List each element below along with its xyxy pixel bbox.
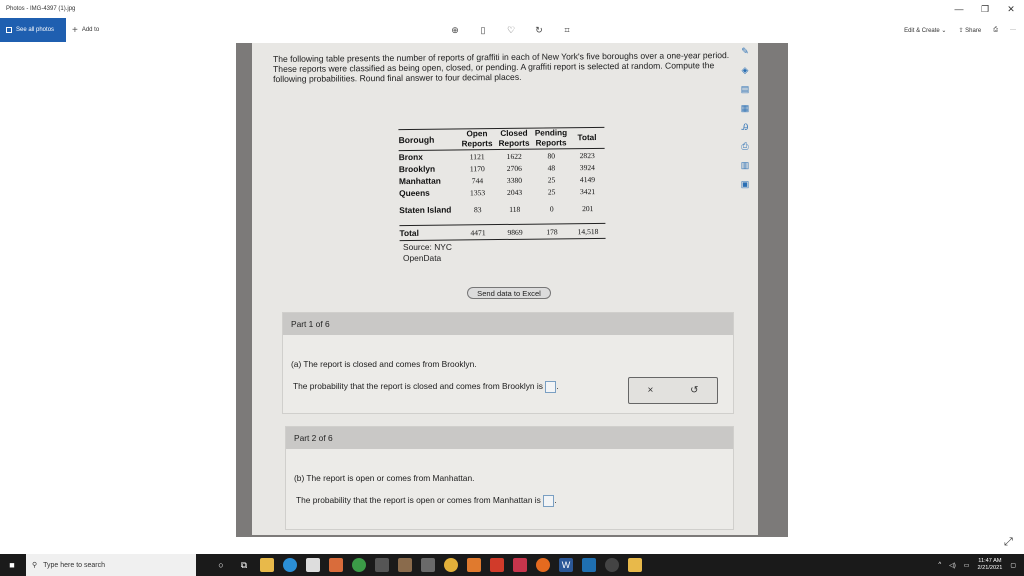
app-icon[interactable] bbox=[628, 558, 642, 572]
part-2-end: . bbox=[554, 495, 557, 506]
add-to-label: Add to bbox=[81, 27, 100, 33]
see-all-photos-label: See all photos bbox=[16, 27, 55, 33]
chrome-icon[interactable] bbox=[352, 558, 366, 572]
part-1-answer-input[interactable] bbox=[545, 381, 559, 393]
edit-create-button[interactable]: Edit & Create ⌄ bbox=[904, 27, 947, 34]
cell: 4471 bbox=[470, 227, 486, 237]
search-icon: ⚲ bbox=[32, 562, 38, 569]
share-label: Share bbox=[965, 27, 982, 34]
cell: 80 bbox=[547, 150, 556, 161]
cell: 178 bbox=[546, 226, 558, 237]
clock[interactable] bbox=[977, 558, 1002, 572]
cell: 1170 bbox=[469, 163, 485, 173]
cell: 744 bbox=[471, 175, 484, 185]
part-2-header: Part 2 of 6 bbox=[286, 427, 733, 449]
app-icon[interactable] bbox=[421, 558, 435, 572]
send-to-excel-button[interactable]: Send data to Excel bbox=[467, 287, 551, 299]
cell: 4149 bbox=[579, 174, 596, 184]
calculator-icon[interactable]: ▦ bbox=[740, 103, 750, 113]
app-icon[interactable] bbox=[375, 558, 389, 572]
taskbar bbox=[0, 554, 1024, 576]
cell: 1353 bbox=[469, 187, 486, 197]
cell: 2706 bbox=[506, 163, 522, 173]
header-borough: Borough bbox=[398, 134, 435, 146]
part-1-prompt: The probability that the report is closed and comes from Brooklyn is bbox=[293, 381, 543, 392]
cell: Total bbox=[399, 227, 419, 239]
see-all-photos-button[interactable] bbox=[0, 18, 66, 42]
graffiti-table bbox=[398, 127, 605, 241]
print-icon[interactable]: ⎙ bbox=[993, 26, 998, 33]
app-icon[interactable] bbox=[605, 558, 619, 572]
delete-icon[interactable]: ▯ bbox=[480, 24, 486, 35]
part-1-header: Part 1 of 6 bbox=[283, 313, 733, 335]
cell: 48 bbox=[547, 162, 556, 173]
add-to-button[interactable] bbox=[72, 18, 99, 42]
header-closed: Closed Reports bbox=[498, 128, 530, 149]
store-icon[interactable] bbox=[306, 558, 320, 572]
more-button[interactable]: ··· bbox=[1010, 27, 1016, 33]
cell: 3421 bbox=[579, 186, 596, 196]
windows-start-button[interactable]: ■ bbox=[9, 560, 15, 570]
image-tools bbox=[450, 18, 572, 42]
share-button[interactable]: ⇪ Share bbox=[958, 27, 982, 34]
table-icon[interactable]: ▣ bbox=[740, 179, 750, 189]
cell: 14,518 bbox=[577, 226, 599, 236]
cell: 2043 bbox=[506, 187, 523, 197]
edge-icon[interactable] bbox=[283, 558, 297, 572]
window-title: Photos - IMG-4397 (1).jpg bbox=[6, 6, 76, 12]
close-button[interactable]: ✕ bbox=[1007, 3, 1015, 14]
window-controls bbox=[946, 0, 1024, 18]
part-2-question: (b) The report is open or comes from Manhattan. bbox=[294, 473, 475, 483]
firefox-icon[interactable] bbox=[536, 558, 550, 572]
favorite-icon[interactable]: ♡ bbox=[506, 24, 516, 35]
cell: 0 bbox=[549, 203, 554, 213]
clock-date: 2/21/2021 bbox=[977, 565, 1003, 571]
office-icon[interactable] bbox=[490, 558, 504, 572]
cell: 25 bbox=[547, 186, 556, 197]
table-row bbox=[399, 197, 605, 221]
cortana-icon[interactable]: ○ bbox=[218, 560, 224, 570]
rotate-icon[interactable]: ↻ bbox=[535, 24, 543, 35]
header-total: Total bbox=[577, 133, 597, 143]
taskbar-search[interactable] bbox=[26, 554, 196, 576]
print-icon[interactable]: ⎙ bbox=[741, 141, 749, 151]
table-source: Source: NYC OpenData bbox=[403, 242, 452, 263]
cell: Brooklyn bbox=[398, 163, 436, 175]
clock-time: 11:47 AM bbox=[978, 558, 1002, 564]
undo-button[interactable]: ↺ bbox=[690, 385, 699, 396]
cell: 2823 bbox=[579, 150, 595, 160]
table-total-row bbox=[399, 223, 605, 241]
file-explorer-icon[interactable] bbox=[260, 558, 274, 572]
part-2-answer-input[interactable] bbox=[543, 495, 557, 507]
network-icon[interactable]: ▭ bbox=[963, 562, 970, 569]
cell: 25 bbox=[547, 174, 556, 185]
outlook-icon[interactable] bbox=[467, 558, 481, 572]
app-icon[interactable] bbox=[444, 558, 458, 572]
header-pending: Pending Reports bbox=[534, 128, 568, 148]
photos-icon[interactable] bbox=[582, 558, 596, 572]
answer-controls bbox=[628, 377, 718, 404]
minimize-button[interactable]: — bbox=[954, 4, 964, 14]
cell: 9869 bbox=[507, 227, 523, 237]
part-1-end: . bbox=[556, 381, 559, 392]
clear-button[interactable]: × bbox=[647, 385, 654, 396]
part-2-panel bbox=[285, 426, 734, 530]
text-icon[interactable]: Ꭿ bbox=[741, 122, 749, 132]
word-icon[interactable]: W bbox=[559, 558, 573, 572]
cell: Manhattan bbox=[398, 175, 441, 187]
cell: 3924 bbox=[579, 162, 595, 172]
cell: 3380 bbox=[506, 175, 523, 185]
chart-icon[interactable]: ▥ bbox=[740, 160, 750, 170]
photos-toolbar bbox=[0, 18, 1024, 42]
cell: Queens bbox=[399, 187, 430, 199]
part-2-prompt-line bbox=[296, 495, 557, 507]
cell: 201 bbox=[582, 203, 594, 213]
part-1-question: (a) The report is closed and comes from Brooklyn. bbox=[291, 359, 477, 369]
chevron-up-icon[interactable]: ^ bbox=[938, 562, 942, 568]
part-1-prompt-line bbox=[293, 381, 559, 393]
table-header bbox=[398, 127, 604, 151]
side-toolbar bbox=[738, 45, 752, 191]
plus-icon: + bbox=[72, 24, 78, 36]
system-tray bbox=[938, 554, 1016, 576]
cell: Bronx bbox=[398, 151, 423, 163]
app-icon[interactable] bbox=[398, 558, 412, 572]
app-icon[interactable] bbox=[513, 558, 527, 572]
restore-button[interactable]: ❐ bbox=[980, 3, 990, 14]
app-icon[interactable] bbox=[329, 558, 343, 572]
zoom-icon[interactable]: ⊕ bbox=[451, 24, 459, 35]
expand-icon[interactable]: ⤢ bbox=[1004, 536, 1013, 548]
notes-icon[interactable]: ▤ bbox=[740, 84, 750, 94]
edit-create-label: Edit & Create bbox=[904, 27, 940, 34]
navigate-icon[interactable]: ◈ bbox=[741, 65, 749, 75]
task-view-icon[interactable]: ⧉ bbox=[240, 559, 248, 570]
header-open: Open Reports bbox=[461, 129, 493, 149]
notifications-icon[interactable]: ▢ bbox=[1010, 562, 1016, 569]
photos-icon bbox=[6, 27, 12, 33]
cell: 1121 bbox=[469, 151, 485, 161]
cell: 83 bbox=[473, 204, 482, 214]
pencil-icon[interactable]: ✎ bbox=[741, 46, 749, 56]
cell: 118 bbox=[509, 204, 521, 214]
cell: 1622 bbox=[506, 151, 522, 161]
part-2-prompt: The probability that the report is open or comes from Manhattan is bbox=[296, 495, 541, 506]
right-tools bbox=[904, 18, 1016, 42]
cell: Staten Island bbox=[399, 204, 452, 216]
window-titlebar bbox=[0, 0, 1024, 18]
taskbar-apps bbox=[214, 558, 642, 572]
search-placeholder: Type here to search bbox=[43, 561, 106, 569]
crop-icon[interactable]: ⌗ bbox=[564, 24, 570, 35]
volume-icon[interactable]: ◁) bbox=[949, 562, 956, 569]
problem-statement: The following table presents the number of reports of graffiti in each of New York's five boroughs over a one-year period. These reports were classified as being open, closed, or pending. A graffiti report is selected at random. Compute the following probabilities. Round final answer to four decimal places. bbox=[272, 50, 730, 85]
